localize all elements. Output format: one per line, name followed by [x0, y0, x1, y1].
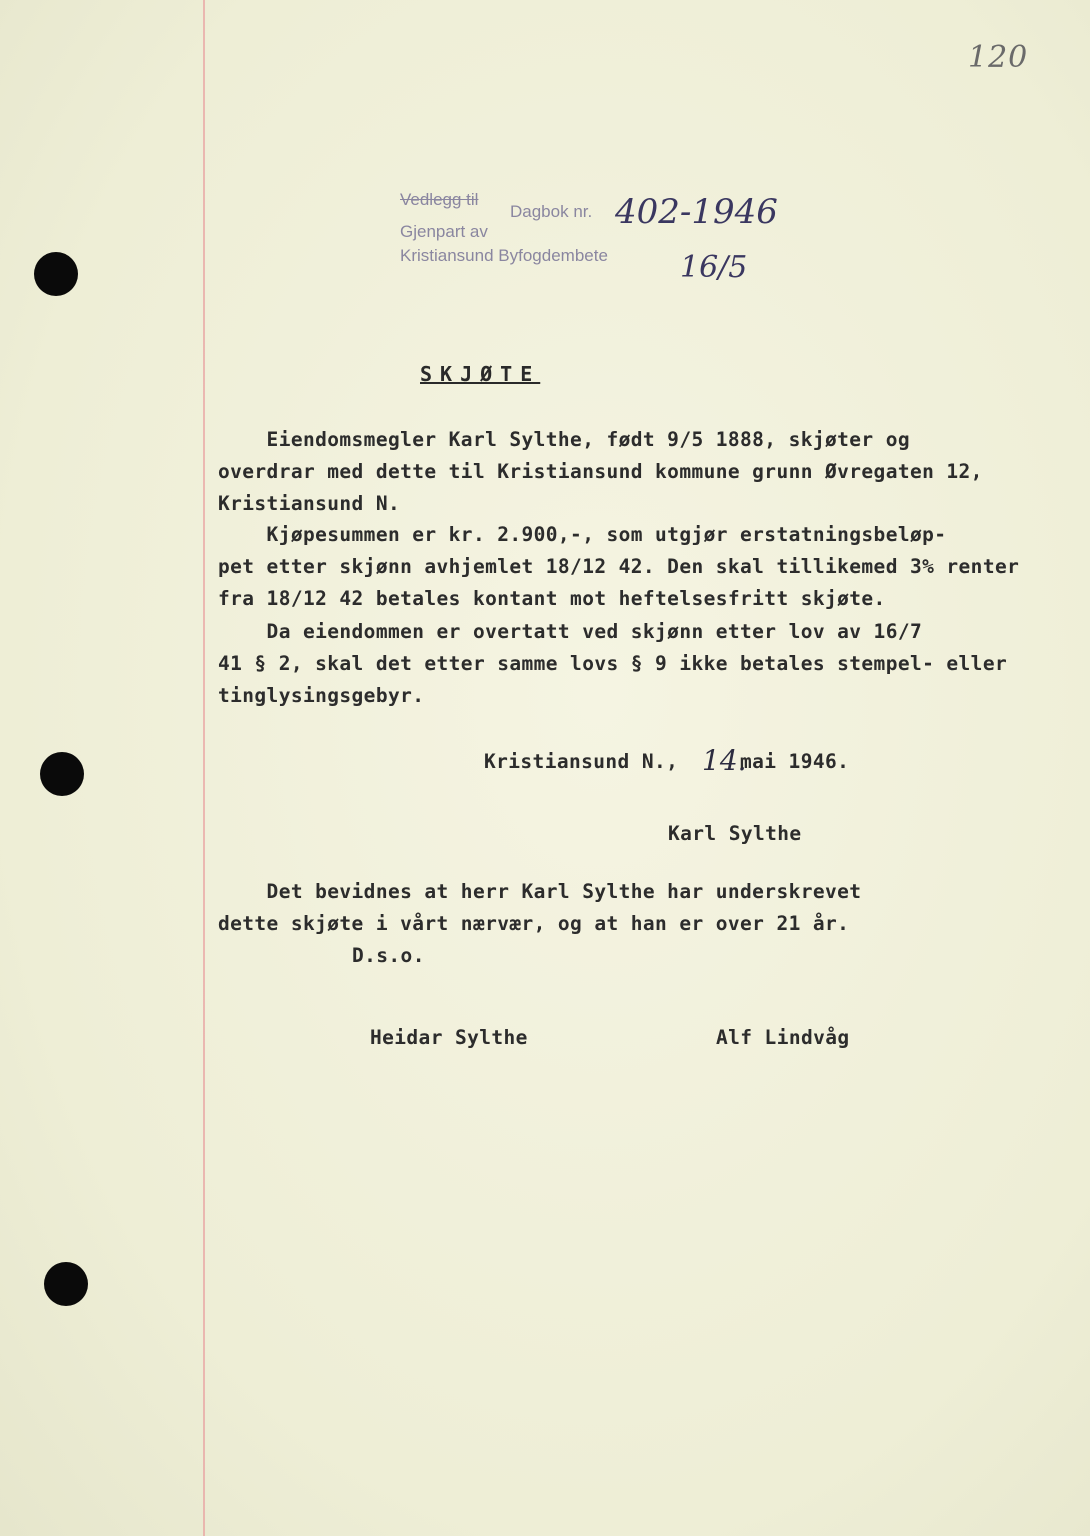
- attestation-line: Det bevidnes at herr Karl Sylthe har underskrevet: [218, 880, 862, 903]
- body-line: tinglysingsgebyr.: [218, 684, 425, 707]
- page-number: 120: [968, 40, 1029, 75]
- stamp-office-label: Kristiansund Byfogdembete: [400, 246, 608, 265]
- punch-hole-top: [34, 252, 78, 296]
- handwritten-dagbok-number: 402-1946: [615, 192, 778, 232]
- attestation-line: D.s.o.: [352, 944, 425, 967]
- handwritten-day: 14.: [702, 744, 747, 777]
- handwritten-stamp-date: 16/5: [680, 250, 748, 285]
- place-text: Kristiansund N.,: [484, 750, 679, 773]
- month-year-text: mai 1946.: [740, 750, 850, 773]
- body-line: Kjøpesummen er kr. 2.900,-, som utgjør erstatningsbeløp-: [218, 523, 947, 546]
- document-title: SKJØTE: [420, 362, 541, 386]
- stamp-dagbok-label: Dagbok nr.: [510, 202, 593, 221]
- stamp-gjenpart-label: Gjenpart av: [400, 222, 488, 241]
- body-line: pet etter skjønn avhjemlet 18/12 42. Den skal tillikemed 3% renter: [218, 555, 1020, 578]
- body-line: Eiendomsmegler Karl Sylthe, født 9/5 1888, skjøter og: [218, 428, 910, 451]
- body-line: Da eiendommen er overtatt ved skjønn etter lov av 16/7: [218, 620, 923, 643]
- body-line: fra 18/12 42 betales kontant mot heftelsesfritt skjøte.: [218, 587, 886, 610]
- attestation-line: dette skjøte i vårt nærvær, og at han er over 21 år.: [218, 912, 850, 935]
- stamp-struck-text: Vedlegg til: [400, 190, 479, 209]
- body-line: overdrar med dette til Kristiansund kommune grunn Øvregaten 12,: [218, 460, 983, 483]
- body-line: 41 § 2, skal det etter samme lovs § 9 ikke betales stempel- eller: [218, 652, 1008, 675]
- punch-hole-bottom: [44, 1262, 88, 1306]
- witness-name: Alf Lindvåg: [716, 1026, 850, 1049]
- signatory-name: Karl Sylthe: [668, 822, 802, 845]
- body-line: Kristiansund N.: [218, 492, 401, 515]
- witness-name: Heidar Sylthe: [370, 1026, 528, 1049]
- margin-line: [203, 0, 205, 1536]
- punch-hole-middle: [40, 752, 84, 796]
